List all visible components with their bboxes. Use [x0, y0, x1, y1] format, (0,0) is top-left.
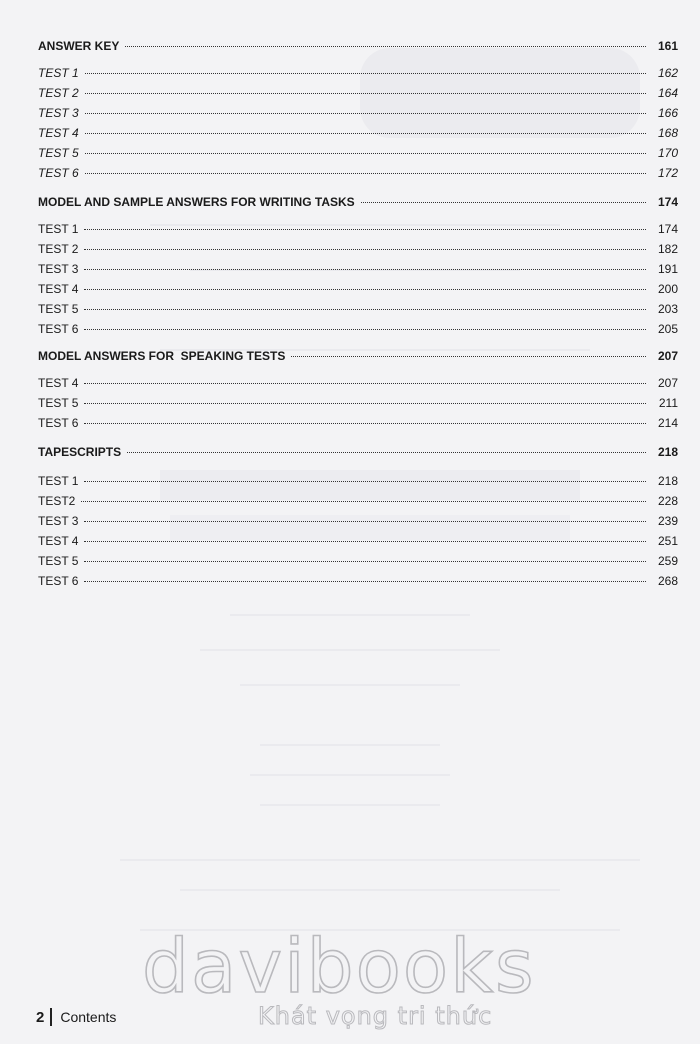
dot-leader: [81, 501, 646, 502]
toc-entry[interactable]: [38, 491, 678, 511]
dot-leader: [84, 423, 646, 424]
entry-label: TEST 3: [38, 106, 79, 120]
toc-entry[interactable]: [38, 571, 678, 591]
dot-leader: [84, 481, 646, 482]
watermark-brand: davibooks: [142, 924, 536, 1010]
entry-page: 251: [657, 534, 678, 548]
entry-page: 166: [657, 106, 678, 120]
toc-entry[interactable]: [38, 511, 678, 531]
section-page: 174: [657, 195, 678, 209]
dot-leader: [291, 356, 646, 357]
dot-leader: [85, 73, 646, 74]
toc-entry[interactable]: [38, 259, 678, 279]
dot-leader: [85, 153, 646, 154]
toc-entry[interactable]: [38, 163, 678, 183]
entry-page: 218: [657, 474, 678, 488]
entry-label: TEST 5: [38, 302, 79, 316]
dot-leader: [84, 383, 646, 384]
entry-page: 164: [657, 86, 678, 100]
toc-entry[interactable]: [38, 393, 678, 413]
entry-page: 259: [657, 554, 678, 568]
entry-label: TEST 3: [38, 514, 79, 528]
toc-entry[interactable]: [38, 239, 678, 259]
toc-entry[interactable]: [38, 319, 678, 339]
dot-leader: [84, 289, 646, 290]
entry-page: 182: [657, 242, 678, 256]
toc-entry[interactable]: [38, 143, 678, 163]
entry-label: TEST 4: [38, 282, 79, 296]
entry-page: 203: [657, 302, 678, 316]
dot-leader: [84, 249, 646, 250]
entry-label: TEST 4: [38, 376, 79, 390]
section-title: TAPESCRIPTS: [38, 445, 122, 459]
watermark-slogan: Khát vọng tri thức: [258, 1002, 493, 1030]
toc-entry[interactable]: [38, 123, 678, 143]
entry-page: 205: [657, 322, 678, 336]
toc-section-writing[interactable]: [38, 192, 678, 212]
entry-page: 168: [657, 126, 678, 140]
entry-label: TEST 3: [38, 262, 79, 276]
entry-page: 239: [657, 514, 678, 528]
entry-page: 170: [657, 146, 678, 160]
dot-leader: [84, 309, 646, 310]
toc-entry[interactable]: [38, 373, 678, 393]
entry-label: TEST 4: [38, 126, 79, 140]
table-of-contents: [38, 36, 678, 591]
entry-label: TEST 5: [38, 554, 79, 568]
section-page: 218: [657, 445, 678, 459]
dot-leader: [85, 173, 646, 174]
entry-page: 268: [657, 574, 678, 588]
toc-entry[interactable]: [38, 103, 678, 123]
toc-entry[interactable]: [38, 471, 678, 491]
section-page: 207: [657, 349, 678, 363]
entry-label: TEST 1: [38, 474, 79, 488]
page-footer: [36, 1008, 116, 1026]
dot-leader: [84, 329, 646, 330]
dot-leader: [361, 202, 646, 203]
entry-page: 228: [657, 494, 678, 508]
entry-page: 191: [657, 262, 678, 276]
dot-leader: [85, 133, 646, 134]
toc-entry[interactable]: [38, 279, 678, 299]
entry-label: TEST 2: [38, 242, 79, 256]
dot-leader: [84, 229, 646, 230]
entry-label: TEST 6: [38, 574, 79, 588]
entry-page: 214: [657, 416, 678, 430]
toc-entry[interactable]: [38, 63, 678, 83]
entry-page: 207: [657, 376, 678, 390]
toc-entry[interactable]: [38, 551, 678, 571]
dot-leader: [84, 561, 646, 562]
section-title: MODEL AND SAMPLE ANSWERS FOR WRITING TASKS: [38, 195, 355, 209]
entry-page: 174: [657, 222, 678, 236]
dot-leader: [127, 452, 646, 453]
entry-label: TEST 4: [38, 534, 79, 548]
entry-label: TEST 2: [38, 86, 79, 100]
section-title: MODEL ANSWERS FOR SPEAKING TESTS: [38, 349, 286, 363]
entry-label: TEST 6: [38, 416, 79, 430]
toc-section-speaking[interactable]: [38, 346, 678, 366]
entry-label: TEST2: [38, 494, 76, 508]
toc-section-tapescripts[interactable]: [38, 442, 678, 462]
dot-leader: [125, 46, 646, 47]
toc-entry[interactable]: [38, 299, 678, 319]
entry-page: 172: [657, 166, 678, 180]
entry-label: TEST 5: [38, 146, 79, 160]
dot-leader: [84, 403, 646, 404]
section-page: 161: [657, 39, 678, 53]
entry-page: 200: [657, 282, 678, 296]
entry-page: 211: [658, 396, 678, 410]
entry-label: TEST 1: [38, 222, 79, 236]
entry-label: TEST 1: [38, 66, 79, 80]
toc-entry[interactable]: [38, 531, 678, 551]
footer-section-label: Contents: [60, 1009, 117, 1025]
toc-section-answer-key[interactable]: [38, 36, 678, 56]
entry-label: TEST 6: [38, 322, 79, 336]
dot-leader: [84, 269, 646, 270]
toc-entry[interactable]: [38, 83, 678, 103]
dot-leader: [85, 93, 646, 94]
section-title: ANSWER KEY: [38, 39, 120, 53]
dot-leader: [84, 541, 646, 542]
dot-leader: [84, 581, 646, 582]
entry-label: TEST 6: [38, 166, 79, 180]
toc-entry[interactable]: [38, 413, 678, 433]
page-number: 2: [36, 1008, 45, 1026]
footer-divider: [50, 1008, 52, 1026]
entry-label: TEST 5: [38, 396, 79, 410]
dot-leader: [84, 521, 646, 522]
dot-leader: [85, 113, 646, 114]
entry-page: 162: [657, 66, 678, 80]
toc-entry[interactable]: [38, 219, 678, 239]
